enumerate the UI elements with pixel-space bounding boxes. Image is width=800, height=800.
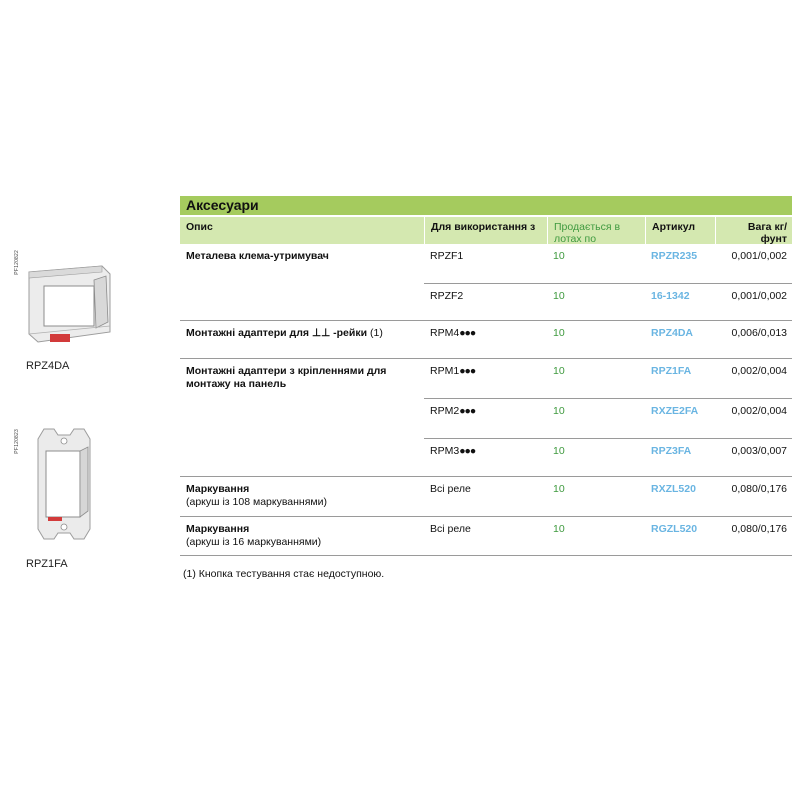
row-description-text: Маркування [186, 483, 250, 495]
row-for-use-with-text: RPM2 [430, 405, 460, 417]
row-weight: 0,080/0,176 [731, 523, 787, 535]
row-article: RPZ4DA [651, 327, 694, 339]
header-for-use-with: Для використання з [424, 217, 547, 244]
product-rpz4da [14, 240, 164, 380]
row-lot: 10 [553, 445, 565, 457]
rpz1fa-adapter-image [34, 425, 94, 545]
footnote-ref: (1) [367, 327, 383, 339]
row-lot: 10 [553, 365, 565, 377]
row-lot: 10 [553, 327, 565, 339]
row-description-sub: (аркуш із 108 маркуваннями) [186, 496, 328, 508]
row-weight: 0,001/0,002 [731, 250, 787, 262]
row-for-use-with [424, 399, 547, 439]
table-row [180, 321, 792, 359]
product-code: PF120822 [14, 250, 20, 275]
table-row [180, 517, 792, 556]
row-description [180, 399, 424, 439]
table-row [180, 284, 792, 321]
header-article: Артикул [645, 217, 715, 244]
row-for-use-with: Всі реле [430, 523, 471, 535]
row-for-use-with: RPZF1 [430, 250, 464, 262]
row-lot: 10 [553, 483, 565, 495]
row-description [180, 284, 424, 320]
row-weight: 0,006/0,013 [731, 327, 787, 339]
rpz4da-adapter-image [24, 262, 114, 352]
row-weight: 0,001/0,002 [731, 290, 787, 302]
row-for-use-with [424, 321, 547, 358]
row-description: Монтажні адаптери з кріпленнями для монтажу на панель [186, 365, 387, 390]
row-description [180, 517, 424, 555]
row-article: RPZ1FA [651, 365, 692, 377]
row-description-sub: (аркуш із 16 маркуваннями) [186, 536, 322, 548]
row-weight: 0,080/0,176 [731, 483, 787, 495]
header-weight: Вага кг/фунт [715, 217, 792, 244]
row-lot: 10 [553, 523, 565, 535]
row-lot: 10 [553, 250, 565, 262]
row-article: 16-1342 [651, 290, 690, 302]
row-for-use-with-text: RPM3 [430, 445, 460, 457]
row-for-use-with [424, 439, 547, 476]
row-article: RPZR235 [651, 250, 698, 262]
row-article: RXZE2FA [651, 405, 699, 417]
table-row [180, 399, 792, 439]
row-for-use-with-text: RPM1 [430, 365, 460, 377]
product-code: PF120823 [14, 429, 20, 454]
header-sold-in-lots: Продається в лотах по [547, 217, 645, 244]
placeholder-dots: ●●● [459, 445, 476, 457]
placeholder-dots: ●●● [459, 365, 476, 377]
row-description-text: Маркування [186, 523, 250, 535]
table-header [180, 215, 792, 244]
accessories-table [180, 196, 792, 556]
row-article: RPZ3FA [651, 445, 692, 457]
placeholder-dots: ●●● [459, 327, 476, 339]
row-weight: 0,002/0,004 [731, 405, 787, 417]
row-for-use-with [424, 359, 547, 399]
product-rpz1fa [14, 425, 164, 575]
row-description-text: Монтажні адаптери для ⊥⊥ -рейки [186, 327, 368, 339]
row-lot: 10 [553, 405, 565, 417]
row-for-use-with-text: RPM4 [430, 327, 460, 339]
table-row [180, 477, 792, 517]
row-description [180, 321, 424, 358]
table-row [180, 244, 792, 284]
row-description [180, 477, 424, 516]
footnote: (1) Кнопка тестування стає недоступною. [183, 568, 385, 580]
product-label: RPZ4DA [26, 360, 70, 372]
row-lot: 10 [553, 290, 565, 302]
row-for-use-with: RPZF2 [430, 290, 464, 302]
table-row [180, 439, 792, 477]
table-title: Аксесуари [180, 196, 792, 215]
row-article: RXZL520 [651, 483, 696, 495]
row-description: Металева клема-утримувач [186, 250, 329, 262]
row-description [180, 439, 424, 476]
product-label: RPZ1FA [26, 558, 68, 570]
header-description: Опис [186, 221, 213, 233]
row-weight: 0,002/0,004 [731, 365, 787, 377]
table-row [180, 359, 792, 399]
placeholder-dots: ●●● [459, 405, 476, 417]
row-for-use-with: Всі реле [430, 483, 471, 495]
row-article: RGZL520 [651, 523, 698, 535]
row-weight: 0,003/0,007 [731, 445, 787, 457]
